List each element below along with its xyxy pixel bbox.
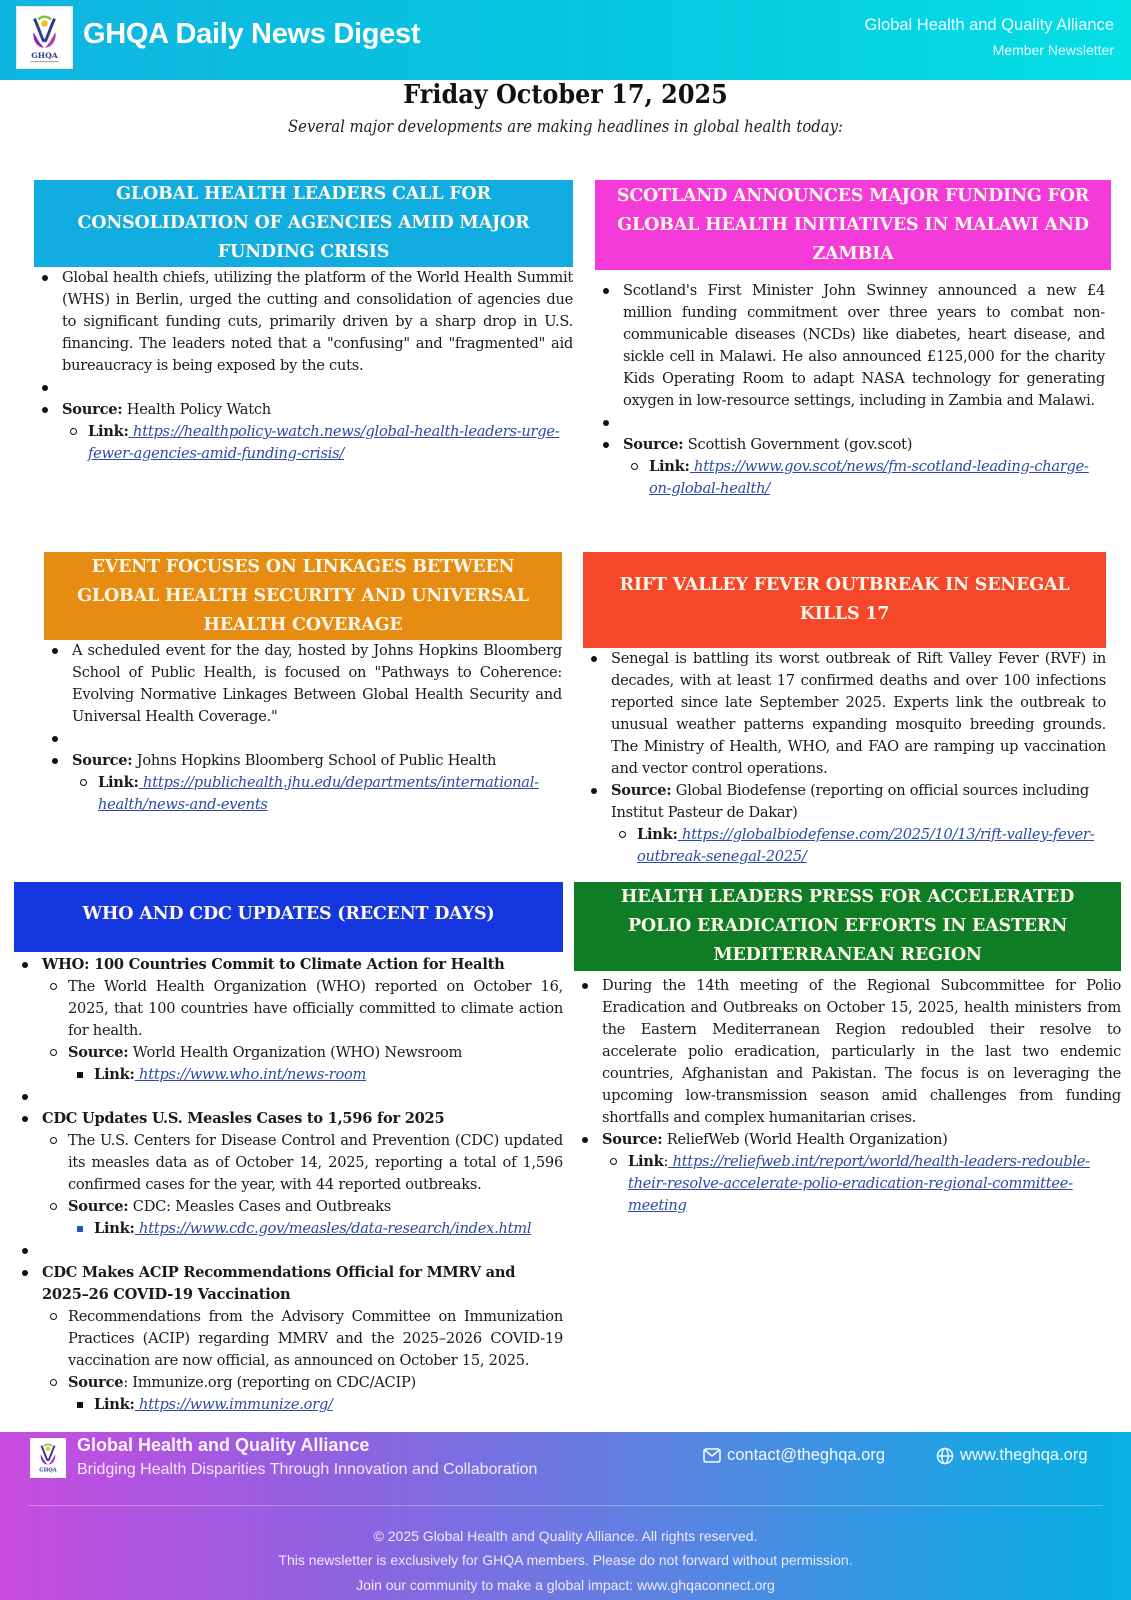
svg-text:GHQA: GHQA bbox=[39, 1467, 57, 1474]
article-title: GLOBAL HEALTH LEADERS CALL FOR CONSOLIDATION OF AGENCIES AMID MAJOR FUNDING CRISIS bbox=[77, 184, 530, 262]
article-title: HEALTH LEADERS PRESS FOR ACCELERATED POLIO ERADICATION EFFORTS IN EASTERN MEDITERRANEAN REGION bbox=[620, 887, 1075, 965]
spacer bbox=[34, 377, 573, 399]
source-name: Global Biodefense (reporting on official sources including Institut Pasteur de Dakar) bbox=[611, 782, 1089, 821]
source-name: Johns Hopkins Bloomberg School of Public Health bbox=[136, 752, 497, 769]
source-name: ReliefWeb (World Health Organization) bbox=[666, 1131, 948, 1148]
source-name: Health Policy Watch bbox=[126, 401, 271, 418]
article-body bbox=[34, 267, 573, 465]
article-source: Source: Global Biodefense (reporting on official sources including Institut Pasteur de Dakar) Link: https://globalbiodefense.com/2025/10/13/rift-valley-fever-outbreak-senegal-2025/ bbox=[583, 780, 1106, 868]
update-summary: Recommendations from the Advisory Committee on Immunization Practices (ACIP) regarding MMRV and the 2025–2026 COVID-19 vaccination are now official, as announced on October 15, 2025. bbox=[42, 1306, 563, 1372]
article-source: Source: Scottish Government (gov.scot) Link: https://www.gov.scot/news/fm-scotland-leading-charge-on-global-health/ bbox=[595, 434, 1105, 500]
article-body bbox=[44, 640, 562, 816]
footer-email[interactable] bbox=[703, 1446, 885, 1465]
article-summary: Global health chiefs, utilizing the platform of the World Health Summit (WHS) in Berlin, urged the cutting and consolidation of agencies due to significant funding cuts, primarily driven by a sharp drop in U.S. financing. The leaders noted that a "confusing" and "fragmented" aid bureaucracy is being exposed by the cuts. bbox=[34, 267, 573, 377]
article-link[interactable]: https://www.gov.scot/news/fm-scotland-leading-charge-on-global-health/ bbox=[649, 458, 1089, 497]
article-link-item: Link: https://healthpolicy-watch.news/global-health-leaders-urge-fewer-agencies-amid-funding-crisis/ bbox=[62, 421, 573, 465]
footer bbox=[0, 1432, 1131, 1600]
website-link[interactable]: www.theghqa.org bbox=[960, 1446, 1088, 1464]
source-name: Scottish Government (gov.scot) bbox=[687, 436, 913, 453]
footer-tagline: Bridging Health Disparities Through Innovation and Collaboration bbox=[77, 1461, 538, 1478]
update-headline: CDC Makes ACIP Recommendations Official for MMRV and 2025–26 COVID-19 Vaccination bbox=[42, 1264, 516, 1303]
footer-website[interactable] bbox=[936, 1446, 1088, 1465]
update-link-item: Link: https://www.cdc.gov/measles/data-research/index.html bbox=[68, 1218, 563, 1240]
update-link[interactable]: https://www.who.int/news-room bbox=[134, 1066, 367, 1083]
header-subtitle: Member Newsletter bbox=[992, 42, 1114, 58]
article-banner bbox=[595, 180, 1111, 270]
spacer bbox=[44, 728, 562, 750]
ghqa-logo-icon bbox=[30, 1438, 66, 1478]
globe-icon bbox=[936, 1447, 954, 1465]
email-link[interactable]: contact@theghqa.org bbox=[727, 1446, 886, 1464]
article-body bbox=[583, 648, 1106, 868]
article-summary: Scotland's First Minister John Swinney announced a new £4 million funding commitment over three years to combat non-communicable diseases (NCDs) like diabetes, heart disease, and sickle cell in Malawi. He also announced £125,000 for the charity Kids Operating Room to adapt NASA technology for generating oxygen in low-resource settings, including in Zambia and Malawi. bbox=[595, 280, 1105, 412]
update-source: Source: CDC: Measles Cases and Outbreaks Link: https://www.cdc.gov/measles/data-research/index.html bbox=[42, 1196, 563, 1240]
article-link-item: Link: https://reliefweb.int/report/world/health-leaders-redouble-their-resolve-accelerate-polio-eradication-regional-committee-meeting bbox=[602, 1151, 1121, 1217]
footer-copyright: © 2025 Global Health and Quality Alliance. All rights reserved. bbox=[373, 1528, 758, 1544]
article-rift-valley-fever bbox=[583, 552, 1106, 868]
article-who-cdc-updates bbox=[14, 882, 563, 1416]
update-item-cdc-measles bbox=[14, 1108, 563, 1240]
article-link[interactable]: https://globalbiodefense.com/2025/10/13/rift-valley-fever-outbreak-senegal-2025/ bbox=[637, 826, 1095, 865]
article-banner bbox=[14, 882, 563, 952]
article-body bbox=[574, 975, 1121, 1217]
article-banner bbox=[44, 552, 562, 640]
footer-logo bbox=[30, 1438, 66, 1478]
ghqa-logo bbox=[16, 6, 73, 69]
intro-summary: Several major developments are making headlines in global health today: bbox=[287, 117, 844, 136]
envelope-icon bbox=[703, 1448, 721, 1463]
article-banner bbox=[583, 552, 1106, 648]
update-summary: The U.S. Centers for Disease Control and Prevention (CDC) updated its measles data as of October 14, 2025, reporting a total of 1,596 confirmed cases for the year, with 44 reported outbreaks. bbox=[42, 1130, 563, 1196]
header-org-name: Global Health and Quality Alliance bbox=[864, 16, 1114, 34]
article-ghs-uhc-event bbox=[44, 552, 562, 816]
header-banner bbox=[0, 0, 1131, 80]
article-title: RIFT VALLEY FEVER OUTBREAK IN SENEGAL KILLS 17 bbox=[619, 575, 1070, 624]
ghqa-logo-icon bbox=[17, 7, 72, 68]
article-banner bbox=[574, 882, 1121, 971]
article-summary: A scheduled event for the day, hosted by Johns Hopkins Bloomberg School of Public Health, is focused on "Pathways to Coherence: Evolving Normative Linkages Between Global Health Security and Universal Health Coverage." bbox=[44, 640, 562, 728]
article-summary: Senegal is battling its worst outbreak of Rift Valley Fever (RVF) in decades, with at least 17 confirmed deaths and over 100 infections reported since late September 2025. Experts link the outbreak to unusual weather patterns expanding mosquito breeding grounds. The Ministry of Health, WHO, and FAO are ramping up vaccination and vector control operations. bbox=[583, 648, 1106, 780]
update-link[interactable]: https://www.cdc.gov/measles/data-research/index.html bbox=[134, 1220, 532, 1237]
article-banner bbox=[34, 180, 573, 267]
update-summary: The World Health Organization (WHO) reported on October 16, 2025, that 100 countries have officially committed to climate action for health. bbox=[42, 976, 563, 1042]
article-title: EVENT FOCUSES ON LINKAGES BETWEEN GLOBAL HEALTH SECURITY AND UNIVERSAL HEALTH COVERAGE bbox=[77, 556, 529, 635]
article-link[interactable]: https://healthpolicy-watch.news/global-health-leaders-urge-fewer-agencies-amid-funding-crisis/ bbox=[88, 423, 560, 462]
article-title: SCOTLAND ANNOUNCES MAJOR FUNDING FOR GLOBAL HEALTH INITIATIVES IN MALAWI AND ZAMBIA bbox=[616, 185, 1090, 264]
footer-divider bbox=[28, 1505, 1103, 1506]
update-item-who-climate bbox=[14, 954, 563, 1086]
article-source: Source: Health Policy Watch Link: https://healthpolicy-watch.news/global-health-leaders-urge-fewer-agencies-amid-funding-crisis/ bbox=[34, 399, 573, 465]
article-agency-consolidation bbox=[34, 180, 573, 465]
article-link[interactable]: https://reliefweb.int/report/world/health-leaders-redouble-their-resolve-accelerate-polio-eradication-regional-committee-meeting bbox=[628, 1153, 1090, 1214]
update-link[interactable]: https://www.immunize.org/ bbox=[134, 1396, 333, 1413]
update-headline: CDC Updates U.S. Measles Cases to 1,596 for 2025 bbox=[42, 1110, 445, 1127]
svg-text:GHQA: GHQA bbox=[31, 51, 58, 61]
footer-community: Join our community to make a global impact: www.ghqaconnect.org bbox=[356, 1577, 775, 1593]
article-polio-eradication bbox=[574, 882, 1121, 1217]
spacer bbox=[595, 412, 1105, 434]
footer-org-name: Global Health and Quality Alliance bbox=[77, 1435, 370, 1455]
article-link[interactable]: https://publichealth.jhu.edu/departments/international-health/news-and-events bbox=[98, 774, 539, 813]
updates-list bbox=[14, 954, 563, 1416]
update-link-item: Link: https://www.who.int/news-room bbox=[68, 1064, 563, 1086]
update-source: Source: Immunize.org (reporting on CDC/ACIP) Link: https://www.immunize.org/ bbox=[42, 1372, 563, 1416]
spacer bbox=[14, 1086, 563, 1108]
article-link-item: Link: https://publichealth.jhu.edu/departments/international-health/news-and-events bbox=[72, 772, 562, 816]
article-title: WHO AND CDC UPDATES (RECENT DAYS) bbox=[82, 903, 495, 924]
spacer bbox=[14, 1240, 563, 1262]
update-source: Source: World Health Organization (WHO) Newsroom Link: https://www.who.int/news-room bbox=[42, 1042, 563, 1086]
article-body bbox=[595, 280, 1105, 500]
newsletter-title: GHQA Daily News Digest bbox=[83, 18, 421, 50]
article-source: Source: ReliefWeb (World Health Organization) Link: https://reliefweb.int/report/world/health-leaders-redouble-their-resolve-accelerate-polio-eradication-regional-committee-meeting bbox=[574, 1129, 1121, 1217]
update-link-item: Link: https://www.immunize.org/ bbox=[68, 1394, 563, 1416]
article-scotland-funding bbox=[595, 180, 1111, 500]
date-heading: Friday October 17, 2025 bbox=[403, 80, 728, 110]
article-summary: During the 14th meeting of the Regional Subcommittee for Polio Eradication and Outbreaks on October 15, 2025, health ministers from the Eastern Mediterranean Region redoubled their resolve to accelerate polio eradication, particularly in the last two endemic countries, Afghanistan and Pakistan. The focus is on leveraging the upcoming low-transmission season amid challenges from funding shortfalls and complex humanitarian crises. bbox=[574, 975, 1121, 1129]
footer-notice: This newsletter is exclusively for GHQA members. Please do not forward without permission. bbox=[278, 1552, 853, 1568]
article-link-item: Link: https://www.gov.scot/news/fm-scotland-leading-charge-on-global-health/ bbox=[623, 456, 1105, 500]
update-item-cdc-acip bbox=[14, 1262, 563, 1416]
update-headline: WHO: 100 Countries Commit to Climate Action for Health bbox=[42, 956, 505, 973]
article-link-item: Link: https://globalbiodefense.com/2025/10/13/rift-valley-fever-outbreak-senegal-2025/ bbox=[611, 824, 1106, 868]
article-source: Source: Johns Hopkins Bloomberg School of Public Health Link: https://publichealth.jhu.edu/departments/international-health/news-and-events bbox=[44, 750, 562, 816]
